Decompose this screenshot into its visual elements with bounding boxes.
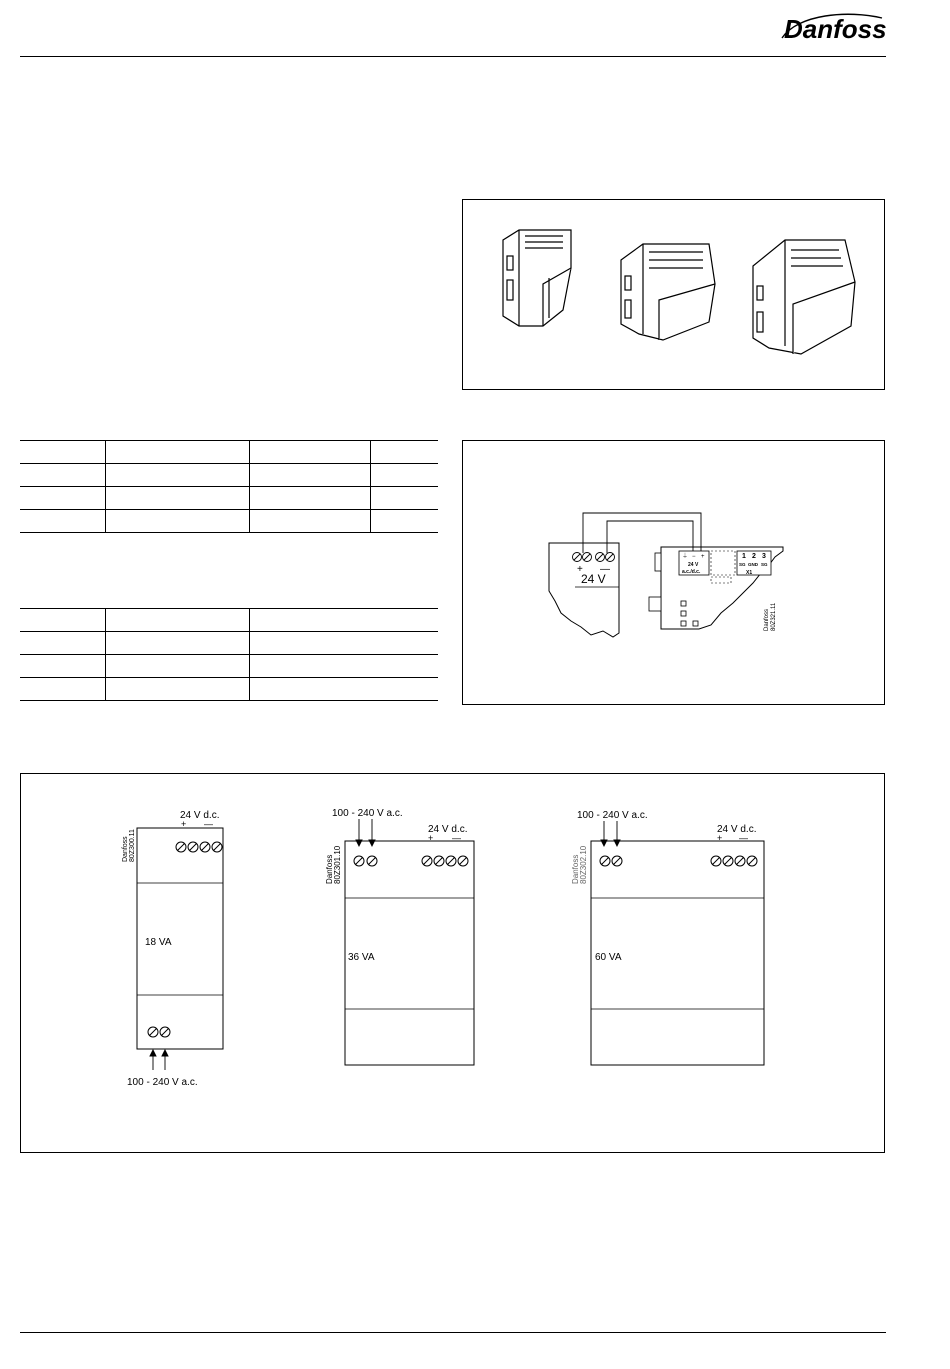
output-voltage: 24 V d.c. bbox=[180, 810, 220, 821]
table-row bbox=[20, 678, 438, 701]
output-voltage: 24 V d.c. bbox=[717, 824, 757, 835]
output-terminals bbox=[422, 856, 468, 866]
input-terminals bbox=[354, 856, 377, 866]
drawing-code-brand: Danfoss bbox=[764, 608, 770, 631]
table-row bbox=[20, 609, 438, 632]
power-rating: 60 VA bbox=[595, 952, 622, 963]
left-terminal-plus: + bbox=[577, 564, 583, 575]
table-row bbox=[20, 464, 438, 487]
wiring-diagram-frame bbox=[462, 440, 885, 705]
bus-label-2: GND bbox=[748, 562, 758, 567]
wire-minus bbox=[607, 521, 693, 553]
left-voltage: 24 V bbox=[581, 572, 606, 586]
drawing-code: 80Z302.10 bbox=[579, 845, 588, 884]
table-row bbox=[20, 655, 438, 678]
input-voltage: 100 - 240 V a.c. bbox=[127, 1077, 198, 1088]
table-row bbox=[20, 510, 438, 533]
input-arrows bbox=[150, 1050, 168, 1070]
code-brand: Danfoss bbox=[122, 836, 129, 862]
plus-label: + bbox=[181, 819, 187, 829]
terminal-number-2: 2 bbox=[752, 553, 756, 560]
input-terminals bbox=[148, 1027, 170, 1037]
spec-table-2 bbox=[20, 608, 438, 701]
svg-text:⏚: ⏚ bbox=[682, 554, 689, 560]
plus-label: + bbox=[717, 833, 723, 843]
module-60va bbox=[571, 810, 764, 1065]
transformer-terminals bbox=[573, 553, 615, 562]
code-brand: Danfoss bbox=[571, 854, 580, 884]
bus-label-1: SG bbox=[739, 562, 746, 567]
product-illustration-frame bbox=[462, 199, 885, 390]
logo-text: Danfoss bbox=[784, 14, 887, 44]
controller-supply-label-1: 24 V bbox=[688, 562, 699, 568]
bus-label-3: SG bbox=[761, 562, 768, 567]
power-supply-large bbox=[753, 240, 855, 354]
output-terminals bbox=[176, 842, 222, 852]
left-terminal-minus: — bbox=[600, 564, 610, 575]
drawing-code: 80Z300.11 bbox=[129, 829, 136, 862]
input-arrows bbox=[601, 821, 620, 846]
footer-rule bbox=[20, 1332, 886, 1333]
input-arrows bbox=[356, 819, 375, 846]
product-illustration bbox=[463, 200, 884, 389]
output-terminals bbox=[711, 856, 757, 866]
input-terminals bbox=[600, 856, 622, 866]
input-voltage: 100 - 240 V a.c. bbox=[332, 808, 403, 819]
power-supply-medium bbox=[621, 244, 715, 340]
power-rating: 36 VA bbox=[348, 952, 375, 963]
module-diagrams-frame bbox=[20, 773, 885, 1153]
table-row bbox=[20, 632, 438, 655]
controller-connector: X1 bbox=[746, 570, 753, 576]
terminal-number-1: 1 bbox=[742, 553, 746, 560]
power-rating: 18 VA bbox=[145, 937, 172, 948]
terminal-number-3: 3 bbox=[762, 553, 766, 560]
svg-text:−: − bbox=[692, 554, 696, 560]
power-supply-small bbox=[503, 230, 571, 326]
output-voltage: 24 V d.c. bbox=[428, 824, 468, 835]
drawing-code: 80Z321.11 bbox=[771, 602, 777, 631]
drawing-code: 80Z301.10 bbox=[333, 845, 342, 884]
table-row bbox=[20, 441, 438, 464]
danfoss-logo bbox=[778, 4, 888, 48]
svg-text:+: + bbox=[701, 554, 705, 560]
input-voltage: 100 - 240 V a.c. bbox=[577, 810, 648, 821]
header-rule bbox=[20, 56, 886, 57]
spec-table-1 bbox=[20, 440, 438, 533]
plus-label: + bbox=[428, 833, 434, 843]
minus-label: — bbox=[204, 819, 213, 829]
module-18va bbox=[122, 810, 223, 1088]
table-row bbox=[20, 487, 438, 510]
code-brand: Danfoss bbox=[325, 854, 334, 884]
module-36va bbox=[325, 808, 474, 1065]
module-diagrams bbox=[21, 774, 884, 1152]
minus-label: — bbox=[452, 833, 461, 843]
wiring-diagram bbox=[463, 441, 884, 704]
minus-label: — bbox=[739, 833, 748, 843]
controller-supply-label-2: a.c./d.c. bbox=[682, 569, 701, 575]
